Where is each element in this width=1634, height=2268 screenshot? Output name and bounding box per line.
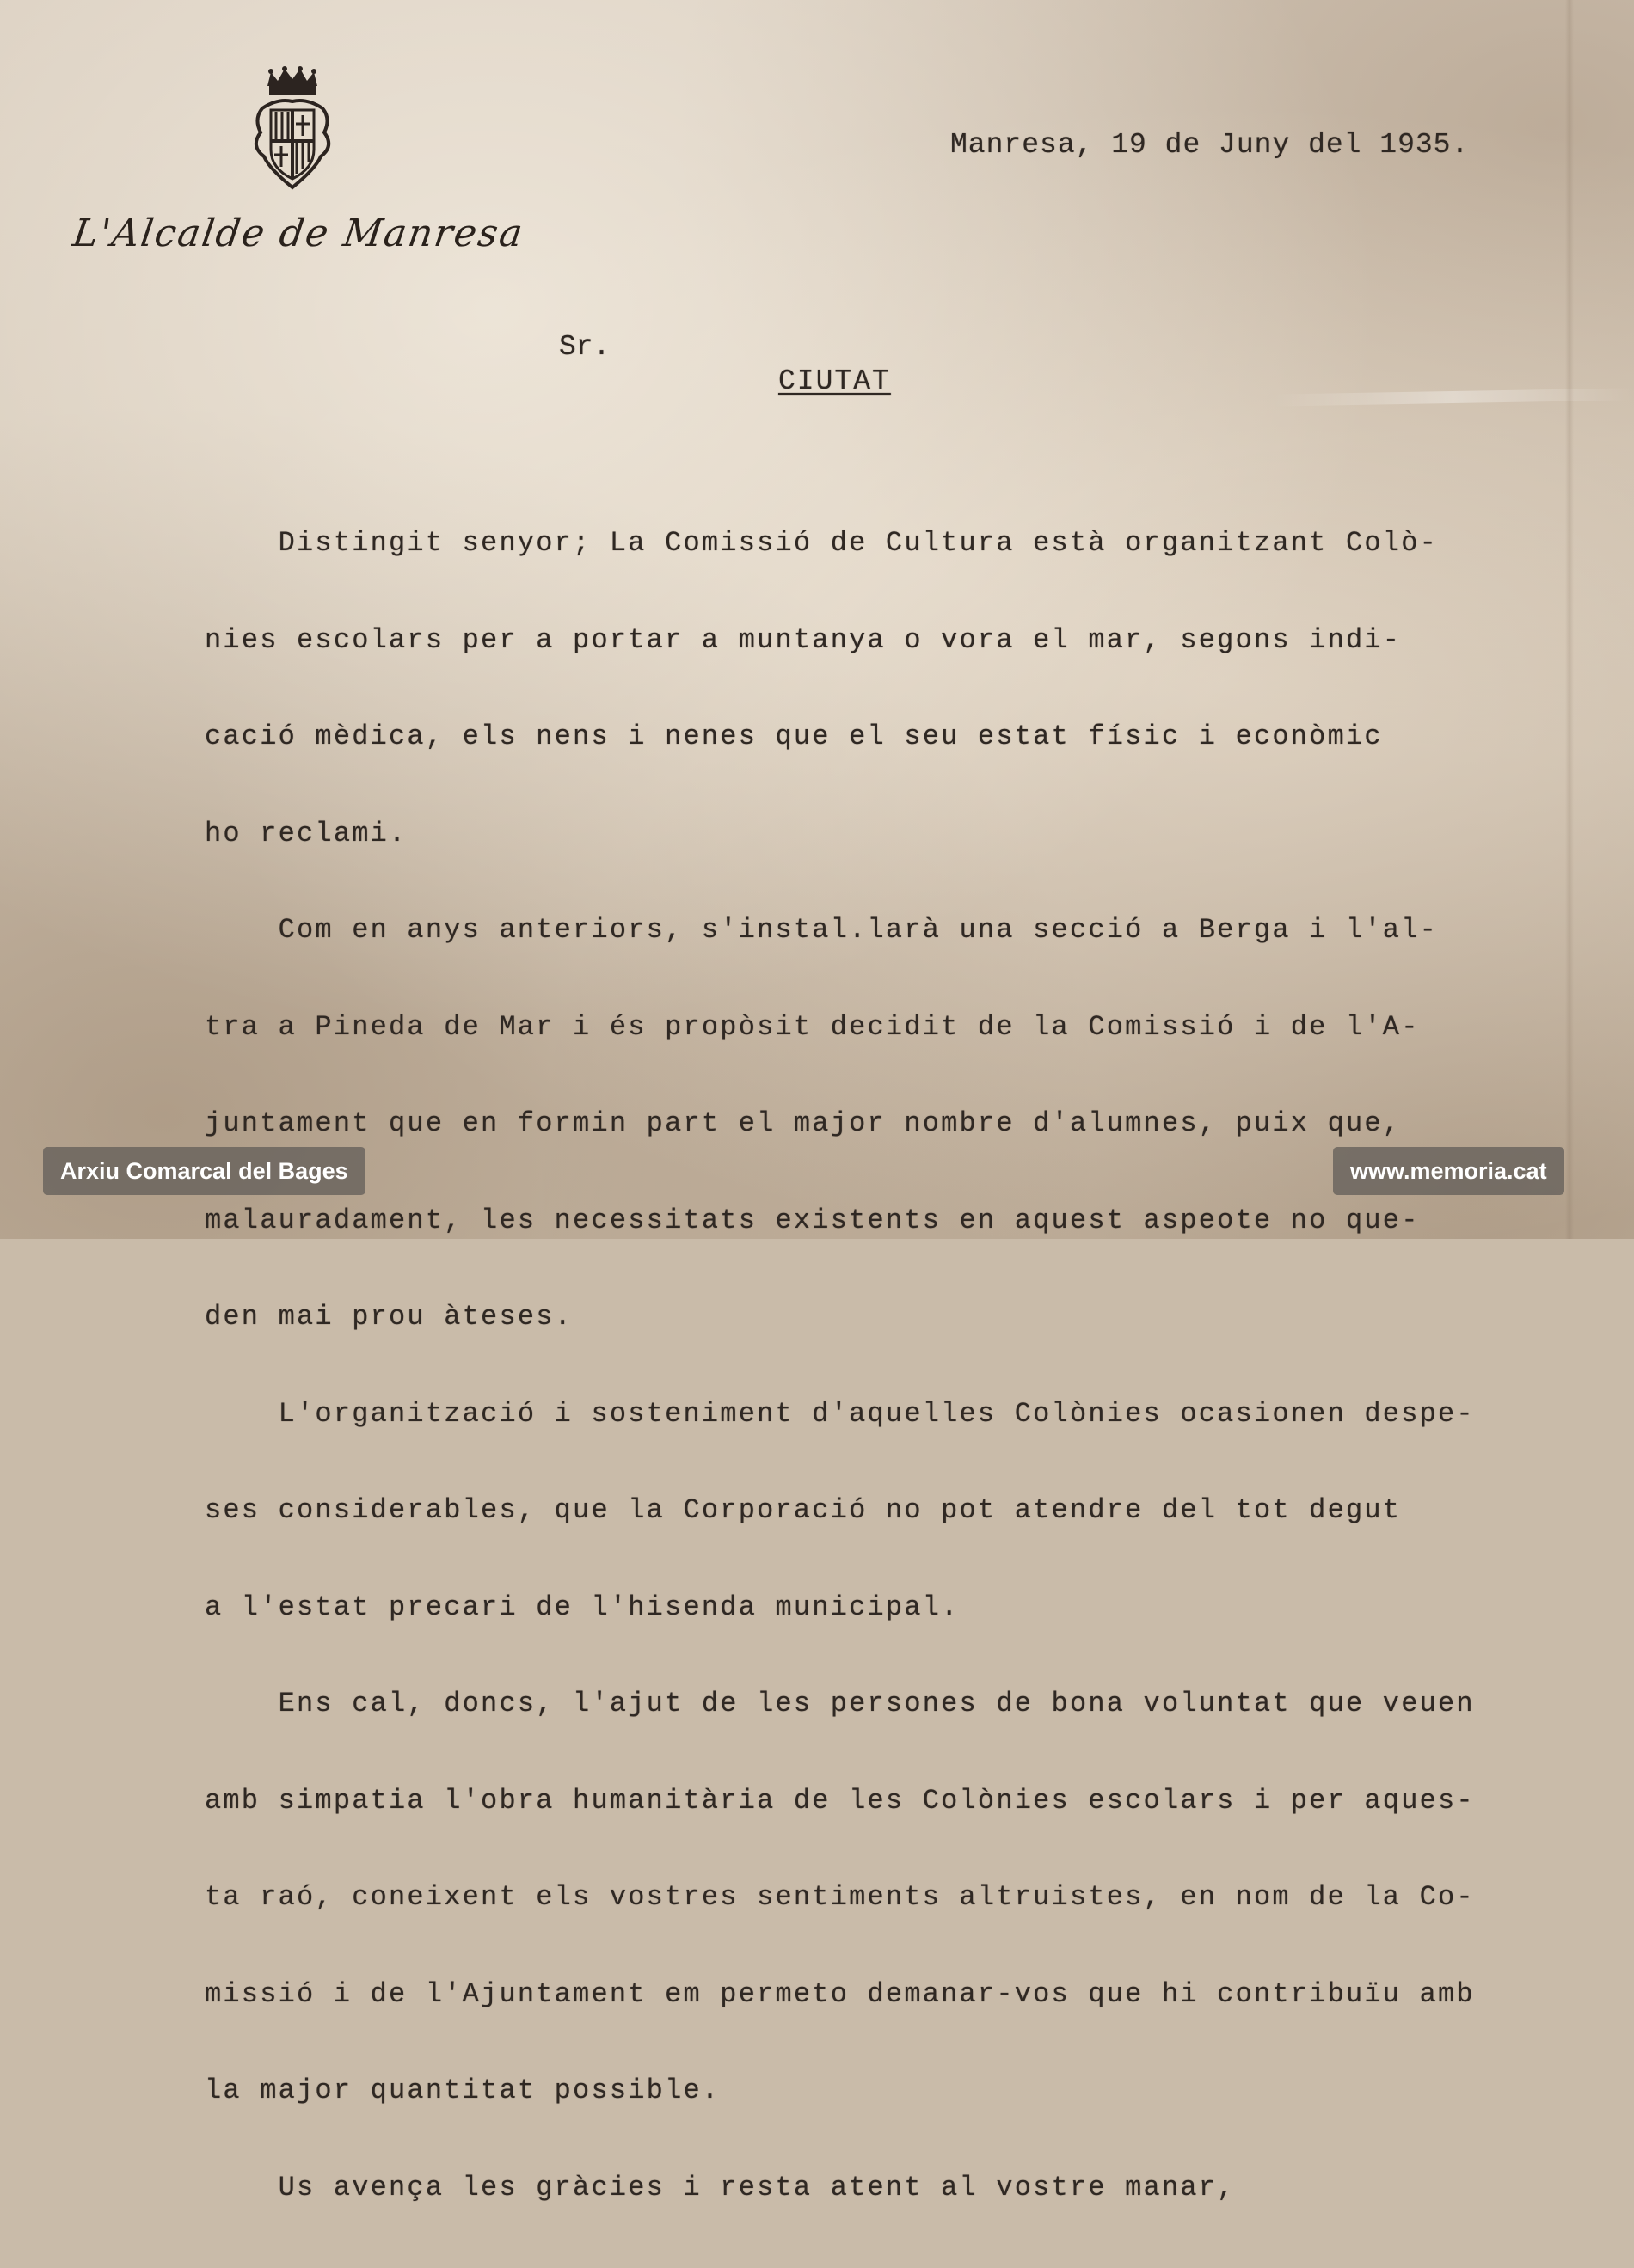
body-line: juntament que en formin part el major nombre d'alumnes, puix que, bbox=[205, 1107, 1402, 1139]
letter-body bbox=[205, 463, 1475, 2268]
body-line: amb simpatia l'obra humanitària de les Colònies escolars i per aques- bbox=[205, 1784, 1475, 1817]
body-line: Ens cal, doncs, l'ajut de les persones de bona voluntat que veuen bbox=[205, 1688, 1475, 1719]
body-line: ses considerables, que la Corporació no pot atendre del tot degut bbox=[205, 1494, 1402, 1526]
body-line: la major quantitat possible. bbox=[205, 2075, 721, 2106]
fold-crease bbox=[1273, 388, 1634, 406]
archive-watermark: Arxiu Comarcal del Bages bbox=[43, 1147, 366, 1195]
body-line: a l'estat precari de l'hisenda municipal. bbox=[205, 1591, 960, 1623]
fold-crease bbox=[1565, 0, 1574, 1239]
recipient-city: CIUTAT bbox=[778, 365, 891, 397]
coat-of-arms-icon bbox=[245, 67, 340, 194]
body-line: L'organització i sosteniment d'aquelles Colònies ocasionen despe- bbox=[205, 1397, 1475, 1430]
body-line: cació mèdica, els nens i nenes que el seu estat físic i econòmic bbox=[205, 720, 1383, 752]
body-line: den mai prou àteses. bbox=[205, 1301, 574, 1333]
body-line: Us avença les gràcies i resta atent al vostre manar, bbox=[205, 2171, 1236, 2204]
body-line: missió i de l'Ajuntament em permeto demanar-vos que hi contribuïu amb bbox=[205, 1977, 1475, 2010]
body-line: ho reclami. bbox=[205, 817, 408, 849]
site-watermark: www.memoria.cat bbox=[1333, 1147, 1564, 1195]
body-line: Distingit senyor; La Comissió de Cultura està organitzant Colò- bbox=[205, 527, 1439, 559]
recipient-salutation: Sr. bbox=[559, 331, 611, 363]
letterhead-title: L'Alcalde de Manresa bbox=[70, 211, 527, 255]
letter-date: Manresa, 19 de Juny del 1935. bbox=[950, 129, 1470, 161]
body-line: ta raó, coneixent els vostres sentiments altruistes, en nom de la Co- bbox=[205, 1881, 1475, 1913]
body-line: Com en anys anteriors, s'instal.larà una secció a Berga i l'al- bbox=[205, 914, 1439, 946]
body-line: nies escolars per a portar a muntanya o vora el mar, segons indi- bbox=[205, 623, 1402, 656]
body-line: malauradament, les necessitats existents en aquest aspeote no que- bbox=[205, 1204, 1420, 1236]
body-line: tra a Pineda de Mar i és propòsit decidit de la Comissió i de l'A- bbox=[205, 1010, 1420, 1043]
